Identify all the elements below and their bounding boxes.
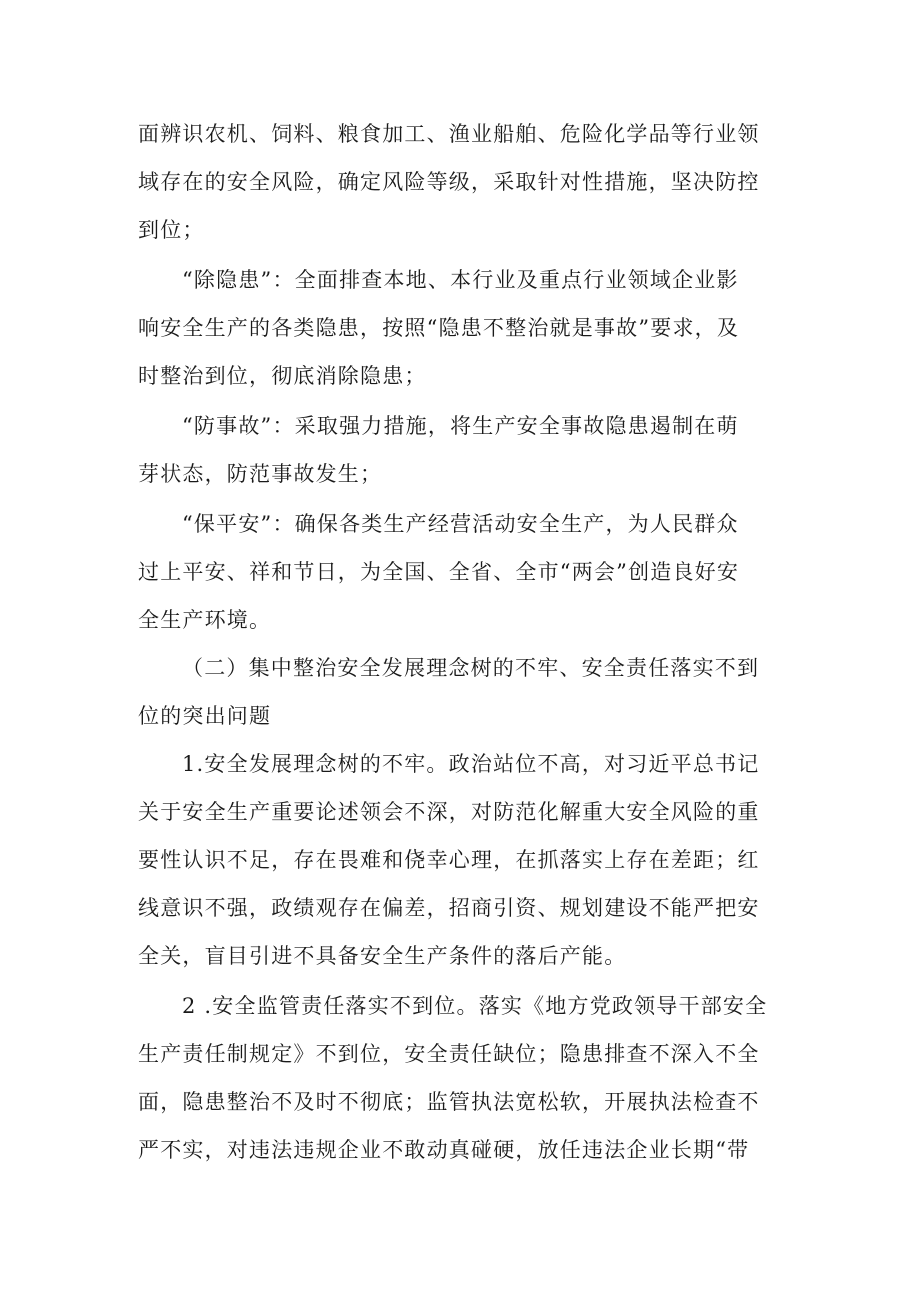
- text-line: 面，隐患整治不及时不彻底；监管执法宽松软，开展执法检查不: [138, 1090, 760, 1114]
- text-line: “除隐患”：全面排查本地、本行业及重点行业领域企业影: [182, 268, 739, 292]
- text-line: 响安全生产的各类隐患，按照“隐患不整治就是事故”要求，及: [138, 316, 740, 340]
- text-line: 位的突出问题: [138, 704, 272, 728]
- text-line: 全关，盲目引进不具备安全生产条件的落后产能。: [138, 944, 627, 968]
- text-line: 全生产环境。: [138, 608, 272, 632]
- paragraph-item-2: [138, 982, 798, 1174]
- paragraph-risk-identification: [138, 110, 798, 254]
- text-line: 要性认识不足，存在畏难和侥幸心理，在抓落实上存在差距；红: [138, 848, 760, 872]
- text-line: （二）集中整治安全发展理念树的不牢、安全责任落实不到: [182, 656, 760, 680]
- text-line: 过上平安、祥和节日，为全国、全省、全市“两会”创造良好安: [138, 560, 740, 584]
- text-line: 时整治到位，彻底消除隐患；: [138, 364, 427, 388]
- text-line: 线意识不强，政绩观存在偏差，招商引资、规划建设不能严把安: [138, 896, 760, 920]
- text-line: 生产责任制规定》不到位，安全责任缺位；隐患排查不深入不全: [138, 1042, 760, 1066]
- text-line: “防事故”：采取强力措施，将生产安全事故隐患遏制在萌: [182, 414, 739, 438]
- text-line: 关于安全生产重要论述领会不深，对防范化解重大安全风险的重: [138, 800, 760, 824]
- text-line: 1.安全发展理念树的不牢。政治站位不高，对习近平总书记: [182, 752, 760, 776]
- paragraph-prevent-accidents: [138, 402, 798, 498]
- text-line: 域存在的安全风险，确定风险等级，采取针对性措施，坚决防控: [138, 170, 760, 194]
- paragraph-item-1: [138, 740, 798, 980]
- text-line: “保平安”：确保各类生产经营活动安全生产，为人民群众: [182, 512, 739, 536]
- text-line: 面辨识农机、饲料、粮食加工、渔业船舶、危险化学品等行业领: [138, 122, 760, 146]
- text-line: 严不实，对违法违规企业不敢动真碰硬，放任违法企业长期“带: [138, 1138, 750, 1162]
- paragraph-ensure-safety: [138, 500, 798, 644]
- text-line: 芽状态，防范事故发生；: [138, 462, 383, 486]
- section-heading-2: [138, 644, 798, 740]
- text-line: 到位；: [138, 218, 205, 242]
- text-line: 2 .安全监管责任落实不到位。落实《地方党政领导干部安全: [182, 994, 768, 1018]
- paragraph-remove-hazards: [138, 256, 798, 400]
